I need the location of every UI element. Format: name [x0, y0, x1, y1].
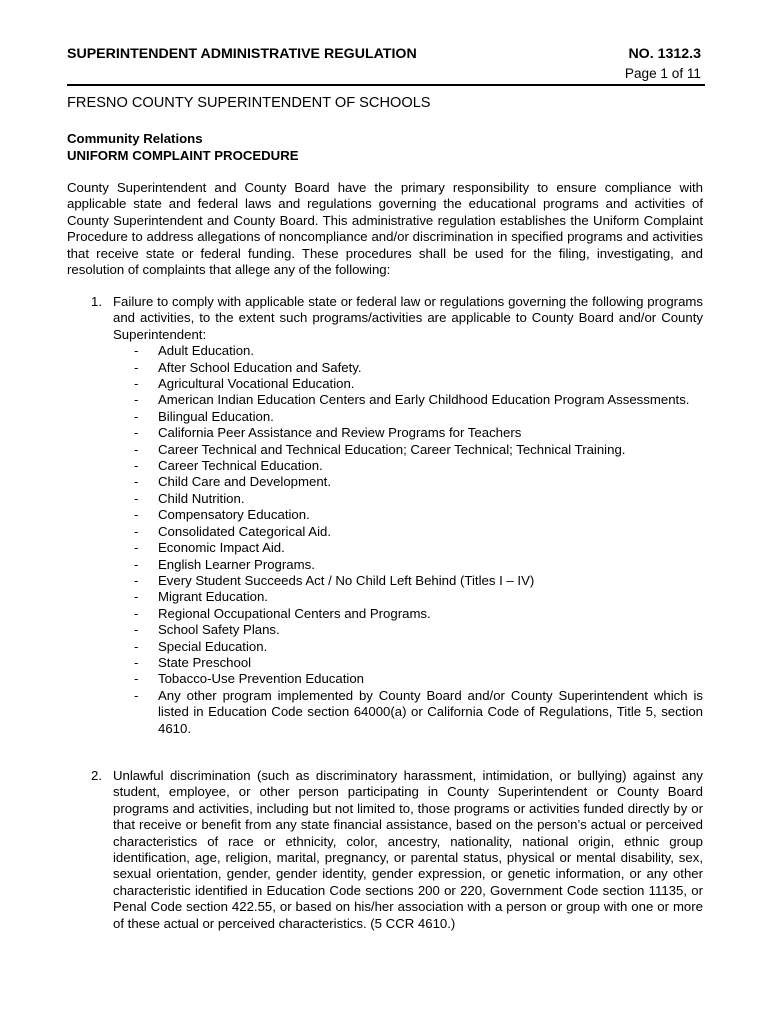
intro-paragraph: County Superintendent and County Board have the primary responsibility to ensure compliance with applicable state and federal laws and regulations governing the educational programs and activities of County Superintendent and County Board. This administrative regulation establishes the Uniform Complaint Procedure to address allegations of noncompliance and/or discrimination in specified programs and activities that receive state or federal funding. These procedures shall be used for the filing, investigating, and resolution of complaints that allege any of the following:	[67, 180, 703, 278]
program-item: - Child Care and Development.	[134, 474, 331, 490]
program-item: - English Learner Programs.	[134, 556, 315, 572]
list-item	[67, 768, 703, 932]
section-title: UNIFORM COMPLAINT PROCEDURE	[67, 148, 299, 163]
program-item: - American Indian Education Centers and Early Childhood Education Program Assessments.	[134, 392, 690, 408]
list-item	[67, 294, 703, 737]
program-item: - California Peer Assistance and Review Programs for Teachers	[134, 425, 522, 441]
section-heading	[67, 130, 299, 164]
page-indicator: Page 1 of 11	[624, 66, 701, 81]
header-divider	[67, 84, 705, 86]
item-number: 2.	[91, 768, 102, 783]
program-item: - Every Student Succeeds Act / No Child Left Behind (Titles I – IV)	[134, 572, 535, 588]
program-item: - Bilingual Education.	[134, 408, 274, 424]
program-item: - Consolidated Categorical Aid.	[134, 523, 332, 539]
program-item: - Economic Impact Aid.	[134, 540, 285, 556]
section-category: Community Relations	[67, 131, 203, 146]
program-item: - Tobacco-Use Prevention Education	[134, 671, 364, 687]
regulation-number: NO. 1312.3	[628, 46, 701, 62]
item-text: Failure to comply with applicable state or federal law or regulations governing the following programs and activities, to the extent such programs/activities are applicable to County Board and/or County Superintendent:	[113, 294, 703, 342]
agency-name: FRESNO COUNTY SUPERINTENDENT OF SCHOOLS	[67, 95, 431, 111]
program-item: - Any other program implemented by County Board and/or County Superintendent which is listed in Education Code section 64000(a) or California Code of Regulations, Title 5, section 4610.	[134, 687, 703, 736]
regulation-title: SUPERINTENDENT ADMINISTRATIVE REGULATION	[67, 46, 417, 62]
program-item: - Career Technical Education.	[134, 458, 323, 474]
program-item: - Migrant Education.	[134, 589, 268, 605]
item-text: Unlawful discrimination (such as discriminatory harassment, intimidation, or bullying) against any student, employee, or other person participating in County Superintendent or County Board programs and activities, including but not limited to, those programs or activities funded directly by or that receive or benefit from any state financial assistance, based on the person’s actual or perceived characteristics of race or ethnicity, color, ancestry, nationality, national origin, ethnic group identification, age, religion, marital, pregnancy, or parental status, physical or mental disability, sex, sexual orientation, gender, gender identity, gender expression, or genetic information, or any other characteristic identified in Education Code sections 200 or 220, Government Code section 11135, or Penal Code section 422.55, or based on his/her association with a person or group with one or more of these actual or perceived characteristics. (5 CCR 4610.)	[113, 768, 703, 931]
program-item: - Special Education.	[134, 638, 268, 654]
program-item: - Adult Education.	[134, 343, 255, 359]
document-header	[67, 46, 703, 66]
program-item: - School Safety Plans.	[134, 622, 280, 638]
program-item: - Agricultural Vocational Education.	[134, 376, 355, 392]
program-item: - Career Technical and Technical Education; Career Technical; Technical Training.	[134, 441, 626, 457]
program-list	[134, 343, 703, 737]
program-item: - Compensatory Education.	[134, 507, 310, 523]
item-number: 1.	[91, 294, 102, 309]
program-item: - State Preschool	[134, 654, 252, 670]
program-item: - After School Education and Safety.	[134, 359, 362, 375]
program-item: - Child Nutrition.	[134, 490, 245, 506]
program-item: - Regional Occupational Centers and Programs.	[134, 605, 431, 621]
